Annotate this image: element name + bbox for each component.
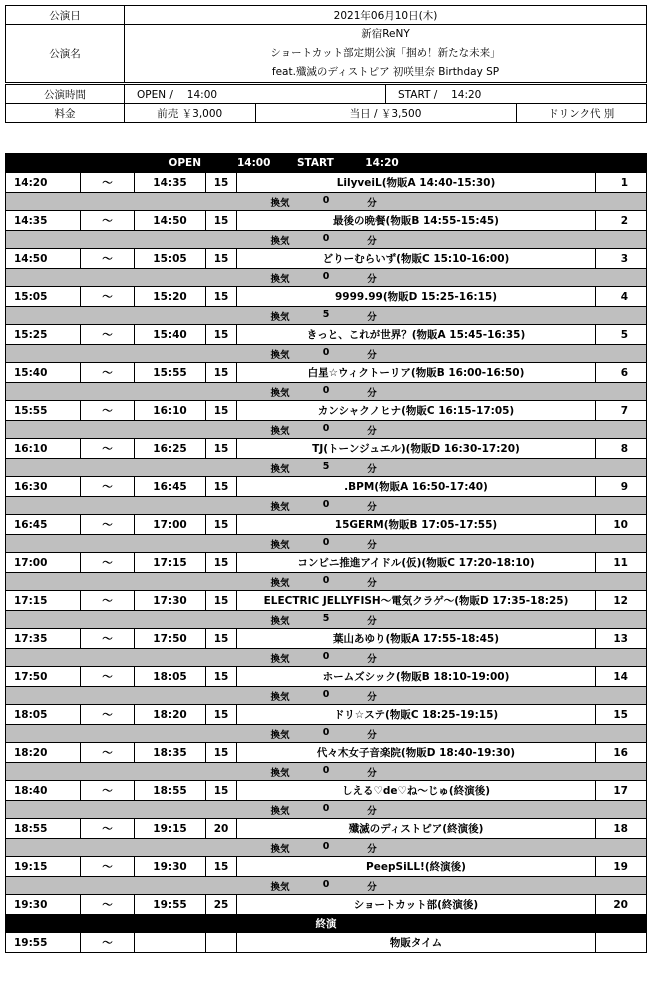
tilde: 〜 — [81, 515, 135, 535]
break-label: 換気 — [270, 881, 290, 893]
break-minutes: 5 — [322, 308, 330, 320]
tilde: 〜 — [81, 553, 135, 573]
break-unit: 分 — [367, 197, 377, 209]
break-row — [6, 763, 647, 781]
end-time: 17:50 — [135, 629, 206, 649]
performance-number: 7 — [596, 401, 647, 421]
start-time: 18:40 — [6, 781, 81, 801]
end-time: 16:25 — [135, 439, 206, 459]
break-label: 換気 — [270, 463, 290, 475]
break-minutes: 0 — [322, 384, 330, 396]
performance-row — [6, 287, 647, 307]
end-time: 19:15 — [135, 819, 206, 839]
break-label: 換気 — [270, 197, 290, 209]
break-row — [6, 307, 647, 325]
start-time: 14:20 — [6, 173, 81, 193]
open-time-value: 14:00 — [237, 157, 271, 169]
break-minutes: 0 — [322, 422, 330, 434]
performer-name: 9999.99(物販D 15:25-16:15) — [237, 287, 596, 307]
start-time: 18:20 — [6, 743, 81, 763]
break-minutes: 5 — [322, 460, 330, 472]
date-label: 公演日 — [6, 6, 125, 25]
performance-number: 15 — [596, 705, 647, 725]
performance-number: 11 — [596, 553, 647, 573]
break-row — [6, 535, 647, 553]
duration: 15 — [206, 591, 237, 611]
break-minutes: 0 — [322, 878, 330, 890]
timetable-header — [6, 154, 647, 173]
performance-number: 20 — [596, 895, 647, 915]
performer-name: ホームズシック(物販B 18:10-19:00) — [237, 667, 596, 687]
performance-row — [6, 743, 647, 763]
performance-number: 17 — [596, 781, 647, 801]
start-time: 17:35 — [6, 629, 81, 649]
start-time: 19:15 — [6, 857, 81, 877]
break-row — [6, 497, 647, 515]
performance-number: 9 — [596, 477, 647, 497]
start-time: 15:05 — [6, 287, 81, 307]
tilde: 〜 — [81, 211, 135, 231]
end-time: 15:05 — [135, 249, 206, 269]
performance-row — [6, 781, 647, 801]
performer-name: TJ(トーンジュエル)(物販D 16:30-17:20) — [237, 439, 596, 459]
performer-name: 殲滅のディストピア(終演後) — [237, 819, 596, 839]
duration: 15 — [206, 781, 237, 801]
break-label: 換気 — [270, 767, 290, 779]
end-time: 16:45 — [135, 477, 206, 497]
break-unit: 分 — [367, 349, 377, 361]
performance-row — [6, 325, 647, 345]
break-unit: 分 — [367, 691, 377, 703]
start-time: 16:45 — [6, 515, 81, 535]
duration: 15 — [206, 705, 237, 725]
duration: 15 — [206, 249, 237, 269]
break-label: 換気 — [270, 349, 290, 361]
tilde: 〜 — [81, 173, 135, 193]
break-label: 換気 — [270, 691, 290, 703]
break-minutes: 0 — [322, 194, 330, 206]
break-label: 換気 — [270, 615, 290, 627]
empty-cell — [135, 933, 206, 953]
performer-name: しえる♡de♡ね〜じゅ(終演後) — [237, 781, 596, 801]
duration: 15 — [206, 857, 237, 877]
duration: 15 — [206, 743, 237, 763]
end-time: 17:15 — [135, 553, 206, 573]
start-time: 16:30 — [6, 477, 81, 497]
break-row — [6, 725, 647, 743]
duration: 25 — [206, 895, 237, 915]
duration: 15 — [206, 211, 237, 231]
event-subtitle: feat.殲滅のディストピア 初咲里奈 Birthday SP — [271, 66, 500, 78]
performer-name: 15GERM(物販B 17:05-17:55) — [237, 515, 596, 535]
break-unit: 分 — [367, 273, 377, 285]
end-time: 15:20 — [135, 287, 206, 307]
empty-cell — [206, 933, 237, 953]
end-time: 15:55 — [135, 363, 206, 383]
performance-number: 4 — [596, 287, 647, 307]
performance-row — [6, 857, 647, 877]
break-unit: 分 — [367, 615, 377, 627]
break-label: 換気 — [270, 653, 290, 665]
break-row — [6, 459, 647, 477]
performance-row — [6, 515, 647, 535]
start-time: 14:50 — [6, 249, 81, 269]
break-row — [6, 573, 647, 591]
break-unit: 分 — [367, 311, 377, 323]
break-label: 換気 — [270, 501, 290, 513]
performance-number: 2 — [596, 211, 647, 231]
break-minutes: 0 — [322, 536, 330, 548]
end-time: 17:00 — [135, 515, 206, 535]
tilde: 〜 — [81, 249, 135, 269]
performer-name: PeepSiLL!(終演後) — [237, 857, 596, 877]
advance-price: 前売 ￥3,000 — [125, 104, 256, 123]
break-row — [6, 231, 647, 249]
start-time: 15:55 — [6, 401, 81, 421]
break-row — [6, 649, 647, 667]
duration: 15 — [206, 173, 237, 193]
break-unit: 分 — [367, 425, 377, 437]
break-unit: 分 — [367, 881, 377, 893]
break-label: 換気 — [270, 235, 290, 247]
performance-number: 16 — [596, 743, 647, 763]
break-minutes: 0 — [322, 498, 330, 510]
end-label: 終演 — [6, 915, 647, 933]
merch-row — [6, 933, 647, 953]
break-unit: 分 — [367, 235, 377, 247]
performance-number: 10 — [596, 515, 647, 535]
tilde: 〜 — [81, 743, 135, 763]
performer-name: きっと、これが世界？(物販A 15:45-16:35) — [237, 325, 596, 345]
start-time: 18:05 — [6, 705, 81, 725]
break-row — [6, 421, 647, 439]
duration: 15 — [206, 287, 237, 307]
break-label: 換気 — [270, 387, 290, 399]
break-label: 換気 — [270, 273, 290, 285]
break-unit: 分 — [367, 501, 377, 513]
duration: 15 — [206, 363, 237, 383]
duration: 15 — [206, 667, 237, 687]
duration: 15 — [206, 439, 237, 459]
break-unit: 分 — [367, 463, 377, 475]
start-time: 17:15 — [6, 591, 81, 611]
start-time-value: 14:20 — [365, 157, 399, 169]
tilde: 〜 — [81, 705, 135, 725]
break-row — [6, 611, 647, 629]
break-row — [6, 383, 647, 401]
break-row — [6, 839, 647, 857]
drink-fee: ドリンク代 別 — [516, 104, 647, 123]
end-time: 17:30 — [135, 591, 206, 611]
duration: 15 — [206, 629, 237, 649]
tilde: 〜 — [81, 933, 135, 953]
break-row — [6, 269, 647, 287]
end-time: 14:35 — [135, 173, 206, 193]
break-minutes: 0 — [322, 232, 330, 244]
performance-row — [6, 819, 647, 839]
performance-row — [6, 667, 647, 687]
performer-name: ELECTRIC JELLYFISH〜電気クラゲ〜(物販D 17:35-18:25) — [237, 591, 596, 611]
break-label: 換気 — [270, 729, 290, 741]
end-time: 16:10 — [135, 401, 206, 421]
performer-name: どりーむらいず(物販C 15:10-16:00) — [237, 249, 596, 269]
break-minutes: 0 — [322, 840, 330, 852]
tilde: 〜 — [81, 287, 135, 307]
break-label: 換気 — [270, 805, 290, 817]
break-label: 換気 — [270, 311, 290, 323]
end-time: 19:55 — [135, 895, 206, 915]
performance-number: 13 — [596, 629, 647, 649]
performance-number: 1 — [596, 173, 647, 193]
performance-row — [6, 249, 647, 269]
empty-cell — [596, 933, 647, 953]
performer-name: 葉山あゆり(物販A 17:55-18:45) — [237, 629, 596, 649]
tilde: 〜 — [81, 477, 135, 497]
tilde: 〜 — [81, 629, 135, 649]
performance-number: 3 — [596, 249, 647, 269]
end-time: 19:30 — [135, 857, 206, 877]
break-minutes: 0 — [322, 574, 330, 586]
break-minutes: 0 — [322, 270, 330, 282]
end-time: 18:55 — [135, 781, 206, 801]
start-time: 19:30 — [6, 895, 81, 915]
break-minutes: 0 — [322, 688, 330, 700]
start-time: 14:35 — [6, 211, 81, 231]
break-unit: 分 — [367, 539, 377, 551]
performance-number: 14 — [596, 667, 647, 687]
price-label: 料金 — [6, 104, 125, 123]
time-label: 公演時間 — [6, 85, 125, 104]
end-time: 18:05 — [135, 667, 206, 687]
performance-number: 18 — [596, 819, 647, 839]
break-minutes: 0 — [322, 726, 330, 738]
break-label: 換気 — [270, 539, 290, 551]
event-title — [125, 25, 647, 83]
event-name: ショートカット部定期公演「掴め！新たな未来」 — [270, 47, 501, 59]
tilde: 〜 — [81, 325, 135, 345]
performance-number: 19 — [596, 857, 647, 877]
break-row — [6, 193, 647, 211]
performer-name: LilyveiL(物販A 14:40-15:30) — [237, 173, 596, 193]
break-row — [6, 345, 647, 363]
tilde: 〜 — [81, 439, 135, 459]
tilde: 〜 — [81, 591, 135, 611]
break-label: 換気 — [270, 425, 290, 437]
break-unit: 分 — [367, 843, 377, 855]
performer-name: カンシャクノヒナ(物販C 16:15-17:05) — [237, 401, 596, 421]
start-time: 17:00 — [6, 553, 81, 573]
tilde: 〜 — [81, 363, 135, 383]
start-time: 15:25 — [6, 325, 81, 345]
performance-number: 12 — [596, 591, 647, 611]
performer-name: .BPM(物販A 16:50-17:40) — [237, 477, 596, 497]
end-time: 15:40 — [135, 325, 206, 345]
performance-row — [6, 173, 647, 193]
performer-name: 最後の晩餐(物販B 14:55-15:45) — [237, 211, 596, 231]
break-row — [6, 877, 647, 895]
door-price: 当日 / ￥3,500 — [255, 104, 516, 123]
duration: 15 — [206, 401, 237, 421]
tilde: 〜 — [81, 781, 135, 801]
start-time: START / 14:20 — [386, 85, 647, 104]
performer-name: コンビニ推進アイドル(仮)(物販C 17:20-18:10) — [237, 553, 596, 573]
end-time: 18:35 — [135, 743, 206, 763]
performer-name: 白星☆ウィクトーリア(物販B 16:00-16:50) — [237, 363, 596, 383]
performance-row — [6, 439, 647, 459]
break-minutes: 0 — [322, 346, 330, 358]
open-time: OPEN / 14:00 — [125, 85, 386, 104]
start-label: START — [297, 157, 334, 169]
break-unit: 分 — [367, 577, 377, 589]
event-info-table — [5, 5, 647, 123]
start-time: 15:40 — [6, 363, 81, 383]
start-time: 18:55 — [6, 819, 81, 839]
open-label: OPEN — [135, 154, 206, 173]
end-of-show-row — [6, 915, 647, 933]
performance-row — [6, 895, 647, 915]
performer-name: ドリ☆ステ(物販C 18:25-19:15) — [237, 705, 596, 725]
tilde: 〜 — [81, 401, 135, 421]
duration: 20 — [206, 819, 237, 839]
merch-start-time: 19:55 — [6, 933, 81, 953]
duration: 15 — [206, 477, 237, 497]
end-time: 18:20 — [135, 705, 206, 725]
performance-row — [6, 629, 647, 649]
duration: 15 — [206, 553, 237, 573]
break-unit: 分 — [367, 387, 377, 399]
break-label: 換気 — [270, 577, 290, 589]
performance-number: 8 — [596, 439, 647, 459]
merch-time-label: 物販タイム — [237, 933, 596, 953]
break-minutes: 5 — [322, 612, 330, 624]
title-label: 公演名 — [6, 25, 125, 83]
break-row — [6, 687, 647, 705]
duration: 15 — [206, 515, 237, 535]
date-value: 2021年06月10日(木) — [125, 6, 647, 25]
break-minutes: 0 — [322, 802, 330, 814]
tilde: 〜 — [81, 819, 135, 839]
break-row — [6, 801, 647, 819]
performance-row — [6, 363, 647, 383]
performance-row — [6, 705, 647, 725]
break-minutes: 0 — [322, 650, 330, 662]
tilde: 〜 — [81, 667, 135, 687]
break-unit: 分 — [367, 767, 377, 779]
performance-row — [6, 553, 647, 573]
venue-name: 新宿ReNY — [361, 28, 410, 40]
break-unit: 分 — [367, 653, 377, 665]
break-label: 換気 — [270, 843, 290, 855]
performer-name: 代々木女子音楽院(物販D 18:40-19:30) — [237, 743, 596, 763]
performance-row — [6, 401, 647, 421]
performance-row — [6, 211, 647, 231]
tilde: 〜 — [81, 857, 135, 877]
break-unit: 分 — [367, 729, 377, 741]
break-minutes: 0 — [322, 764, 330, 776]
end-time: 14:50 — [135, 211, 206, 231]
performance-row — [6, 591, 647, 611]
performance-number: 6 — [596, 363, 647, 383]
break-unit: 分 — [367, 805, 377, 817]
timetable — [5, 153, 647, 953]
duration: 15 — [206, 325, 237, 345]
performer-name: ショートカット部(終演後) — [237, 895, 596, 915]
start-time: 16:10 — [6, 439, 81, 459]
tilde: 〜 — [81, 895, 135, 915]
start-time: 17:50 — [6, 667, 81, 687]
performance-row — [6, 477, 647, 497]
performance-number: 5 — [596, 325, 647, 345]
